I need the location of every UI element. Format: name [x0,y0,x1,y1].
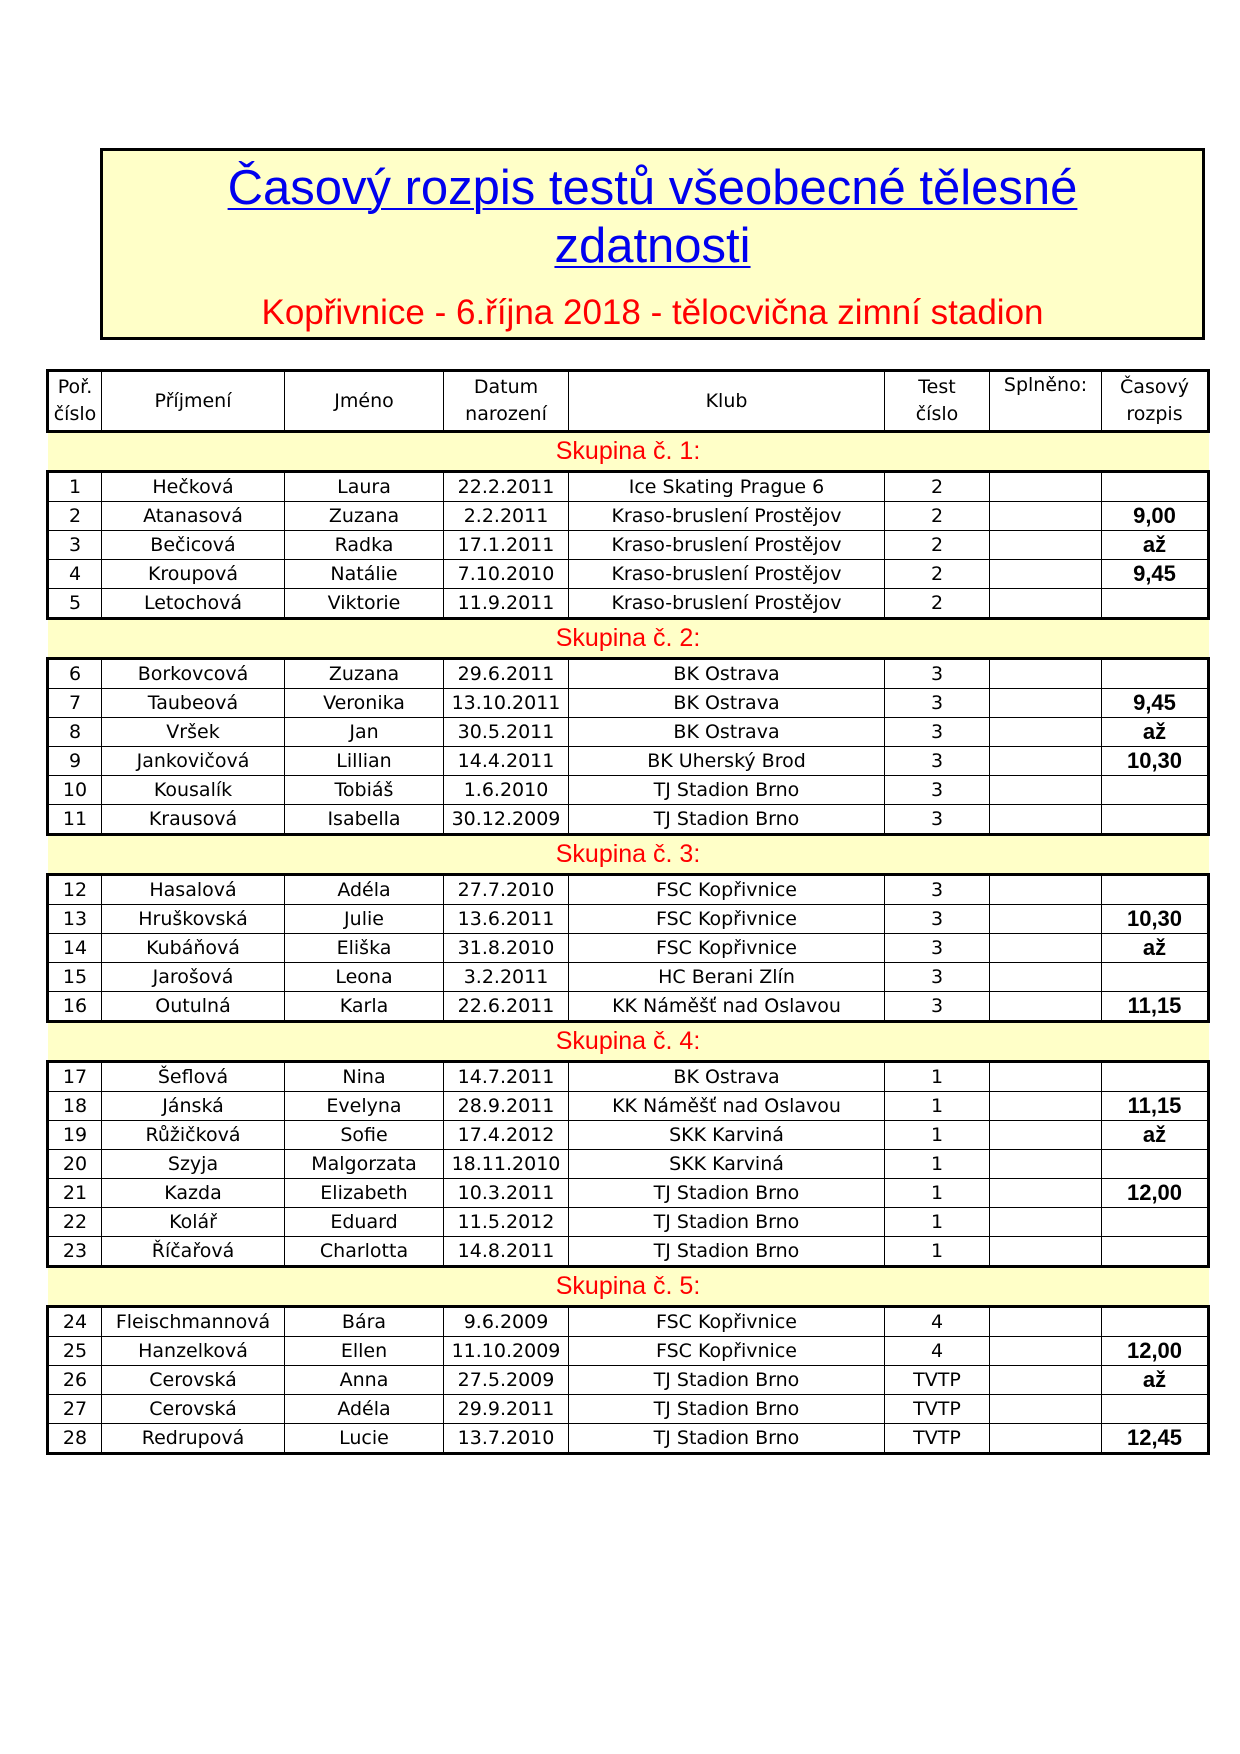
cell-surname: Jankovičová [102,747,285,776]
cell-passed [990,531,1102,560]
header-row [48,371,1209,432]
schedule-table [46,369,1210,1455]
cell-club: TJ Stadion Brno [569,805,885,835]
cell-birth-date: 14.7.2011 [444,1062,569,1092]
header-cell-passed [990,371,1102,432]
cell-birth-date: 27.7.2010 [444,875,569,905]
table-row [48,1121,1209,1150]
cell-surname: Hruškovská [102,905,285,934]
group-heading: Skupina č. 1: [48,432,1209,472]
cell-birth-date: 14.8.2011 [444,1237,569,1267]
cell-club: TJ Stadion Brno [569,1366,885,1395]
cell-schedule [1102,1237,1209,1267]
header-label: Příjmení [154,389,232,412]
cell-club: Ice Skating Prague 6 [569,472,885,502]
table-row [48,1366,1209,1395]
cell-first-name: Julie [285,905,444,934]
table-row [48,560,1209,589]
cell-first-name: Jan [285,718,444,747]
cell-order-number: 9 [48,747,102,776]
cell-first-name: Laura [285,472,444,502]
header-label: rozpis [1126,403,1183,425]
cell-birth-date: 31.8.2010 [444,934,569,963]
cell-passed [990,992,1102,1022]
cell-surname: Szyja [102,1150,285,1179]
table-row [48,1150,1209,1179]
cell-club: HC Berani Zlín [569,963,885,992]
cell-schedule [1102,776,1209,805]
cell-test-number: 4 [885,1307,990,1337]
cell-order-number: 11 [48,805,102,835]
table-row [48,531,1209,560]
cell-test-number: 3 [885,875,990,905]
cell-club: TJ Stadion Brno [569,1179,885,1208]
cell-passed [990,472,1102,502]
table-row [48,1424,1209,1454]
document-subtitle: Kopřivnice - 6.října 2018 - tělocvična zimní stadion [261,293,1044,332]
cell-schedule: až [1102,718,1209,747]
header-label: Splněno: [1003,374,1088,396]
cell-surname: Atanasová [102,502,285,531]
cell-test-number: 3 [885,905,990,934]
table-row [48,689,1209,718]
table-row [48,1092,1209,1121]
header-cell-first-name [285,371,444,432]
cell-test-number: 2 [885,589,990,619]
cell-birth-date: 27.5.2009 [444,1366,569,1395]
cell-schedule [1102,1395,1209,1424]
cell-order-number: 7 [48,689,102,718]
cell-surname: Outulná [102,992,285,1022]
cell-club: BK Ostrava [569,1062,885,1092]
cell-schedule: až [1102,1121,1209,1150]
cell-birth-date: 2.2.2011 [444,502,569,531]
cell-test-number: 2 [885,502,990,531]
cell-test-number: TVTP [885,1366,990,1395]
cell-birth-date: 7.10.2010 [444,560,569,589]
cell-schedule: 12,45 [1102,1424,1209,1454]
cell-surname: Říčařová [102,1237,285,1267]
cell-birth-date: 11.10.2009 [444,1337,569,1366]
table-row [48,718,1209,747]
cell-test-number: 4 [885,1337,990,1366]
cell-birth-date: 1.6.2010 [444,776,569,805]
cell-birth-date: 29.6.2011 [444,659,569,689]
cell-schedule [1102,805,1209,835]
cell-order-number: 8 [48,718,102,747]
group-heading-row [48,835,1209,875]
cell-birth-date: 9.6.2009 [444,1307,569,1337]
cell-passed [990,1150,1102,1179]
cell-schedule [1102,1062,1209,1092]
cell-first-name: Natálie [285,560,444,589]
cell-test-number: 1 [885,1208,990,1237]
group-heading: Skupina č. 4: [48,1022,1209,1062]
table-row [48,776,1209,805]
cell-club: BK Ostrava [569,659,885,689]
cell-club: Kraso-bruslení Prostějov [569,560,885,589]
cell-order-number: 18 [48,1092,102,1121]
header-label: Datum [473,376,539,398]
cell-schedule: až [1102,1366,1209,1395]
cell-passed [990,875,1102,905]
cell-surname: Jánská [102,1092,285,1121]
header-label: Poř. [57,376,93,398]
header-label: Test [918,376,956,398]
cell-passed [990,1366,1102,1395]
cell-birth-date: 22.2.2011 [444,472,569,502]
cell-schedule [1102,875,1209,905]
cell-surname: Hasalová [102,875,285,905]
cell-first-name: Evelyna [285,1092,444,1121]
cell-order-number: 5 [48,589,102,619]
cell-first-name: Isabella [285,805,444,835]
header-cell-club [569,371,885,432]
header-cell-test-number [885,371,990,432]
group-heading-row [48,1022,1209,1062]
schedule-body [48,371,1209,1454]
cell-first-name: Tobiáš [285,776,444,805]
cell-order-number: 17 [48,1062,102,1092]
cell-surname: Šeflová [102,1062,285,1092]
table-row [48,589,1209,619]
cell-surname: Kroupová [102,560,285,589]
cell-schedule [1102,659,1209,689]
cell-club: FSC Kopřivnice [569,875,885,905]
cell-passed [990,560,1102,589]
cell-first-name: Leona [285,963,444,992]
cell-order-number: 16 [48,992,102,1022]
cell-test-number: 3 [885,718,990,747]
cell-schedule: 9,45 [1102,560,1209,589]
cell-schedule: 9,00 [1102,502,1209,531]
cell-first-name: Ellen [285,1337,444,1366]
cell-surname: Kubáňová [102,934,285,963]
group-heading: Skupina č. 3: [48,835,1209,875]
group-heading: Skupina č. 2: [48,619,1209,659]
cell-surname: Hečková [102,472,285,502]
cell-test-number: 3 [885,776,990,805]
cell-club: TJ Stadion Brno [569,1424,885,1454]
table-row [48,992,1209,1022]
cell-first-name: Lillian [285,747,444,776]
table-row [48,659,1209,689]
cell-schedule: 9,45 [1102,689,1209,718]
cell-order-number: 6 [48,659,102,689]
cell-test-number: 3 [885,963,990,992]
cell-passed [990,589,1102,619]
cell-test-number: 3 [885,934,990,963]
header-label: narození [465,403,547,425]
cell-order-number: 20 [48,1150,102,1179]
cell-birth-date: 18.11.2010 [444,1150,569,1179]
cell-first-name: Nina [285,1062,444,1092]
cell-surname: Cerovská [102,1395,285,1424]
group-heading-row [48,1267,1209,1307]
cell-surname: Bečicová [102,531,285,560]
cell-order-number: 12 [48,875,102,905]
cell-order-number: 13 [48,905,102,934]
cell-first-name: Eliška [285,934,444,963]
header-label: číslo [915,403,959,425]
cell-passed [990,1179,1102,1208]
cell-test-number: 1 [885,1062,990,1092]
cell-club: BK Ostrava [569,689,885,718]
cell-surname: Hanzelková [102,1337,285,1366]
cell-schedule: až [1102,934,1209,963]
cell-order-number: 21 [48,1179,102,1208]
cell-order-number: 19 [48,1121,102,1150]
cell-test-number: 3 [885,992,990,1022]
cell-club: BK Ostrava [569,718,885,747]
cell-birth-date: 30.5.2011 [444,718,569,747]
table-row [48,1179,1209,1208]
header-label: Klub [705,389,748,412]
cell-test-number: TVTP [885,1395,990,1424]
cell-club: BK Uherský Brod [569,747,885,776]
cell-club: FSC Kopřivnice [569,1337,885,1366]
cell-passed [990,1337,1102,1366]
cell-passed [990,1307,1102,1337]
cell-birth-date: 28.9.2011 [444,1092,569,1121]
title-box [100,148,1205,340]
cell-first-name: Sofie [285,1121,444,1150]
header-label: Časový [1120,376,1189,398]
cell-order-number: 22 [48,1208,102,1237]
cell-passed [990,805,1102,835]
cell-surname: Fleischmannová [102,1307,285,1337]
cell-first-name: Lucie [285,1424,444,1454]
cell-passed [990,502,1102,531]
cell-test-number: 3 [885,805,990,835]
cell-test-number: 3 [885,689,990,718]
cell-order-number: 26 [48,1366,102,1395]
table-row [48,747,1209,776]
cell-test-number: 2 [885,531,990,560]
cell-passed [990,1424,1102,1454]
cell-surname: Vršek [102,718,285,747]
cell-first-name: Adéla [285,875,444,905]
cell-passed [990,747,1102,776]
cell-surname: Letochová [102,589,285,619]
cell-schedule: 11,15 [1102,1092,1209,1121]
cell-passed [990,1121,1102,1150]
cell-schedule [1102,1307,1209,1337]
cell-first-name: Veronika [285,689,444,718]
table-row [48,502,1209,531]
cell-surname: Kousalík [102,776,285,805]
cell-first-name: Eduard [285,1208,444,1237]
cell-surname: Taubeová [102,689,285,718]
table-row [48,1395,1209,1424]
cell-order-number: 28 [48,1424,102,1454]
header-label: číslo [53,403,97,425]
cell-schedule [1102,1208,1209,1237]
cell-club: KK Náměšť nad Oslavou [569,992,885,1022]
cell-order-number: 3 [48,531,102,560]
cell-surname: Jarošová [102,963,285,992]
cell-surname: Růžičková [102,1121,285,1150]
cell-order-number: 27 [48,1395,102,1424]
cell-first-name: Radka [285,531,444,560]
table-row [48,875,1209,905]
cell-passed [990,1395,1102,1424]
cell-birth-date: 30.12.2009 [444,805,569,835]
cell-first-name: Charlotta [285,1237,444,1267]
cell-order-number: 25 [48,1337,102,1366]
cell-first-name: Anna [285,1366,444,1395]
cell-passed [990,659,1102,689]
document-title-line-1[interactable]: Časový rozpis testů všeobecné tělesné [227,161,1078,215]
cell-schedule: 12,00 [1102,1337,1209,1366]
cell-schedule [1102,963,1209,992]
table-row [48,472,1209,502]
cell-test-number: 2 [885,472,990,502]
cell-test-number: 3 [885,659,990,689]
table-row [48,1337,1209,1366]
cell-test-number: 1 [885,1237,990,1267]
cell-birth-date: 10.3.2011 [444,1179,569,1208]
cell-test-number: 3 [885,747,990,776]
cell-birth-date: 17.4.2012 [444,1121,569,1150]
table-row [48,1062,1209,1092]
cell-first-name: Viktorie [285,589,444,619]
cell-club: FSC Kopřivnice [569,905,885,934]
cell-schedule [1102,472,1209,502]
cell-surname: Kolář [102,1208,285,1237]
cell-schedule [1102,589,1209,619]
cell-first-name: Zuzana [285,502,444,531]
cell-schedule: 11,15 [1102,992,1209,1022]
cell-club: TJ Stadion Brno [569,1208,885,1237]
cell-passed [990,776,1102,805]
cell-club: Kraso-bruslení Prostějov [569,502,885,531]
cell-test-number: 1 [885,1121,990,1150]
cell-surname: Borkovcová [102,659,285,689]
table-row [48,1208,1209,1237]
cell-order-number: 14 [48,934,102,963]
cell-birth-date: 11.9.2011 [444,589,569,619]
cell-test-number: 1 [885,1179,990,1208]
cell-test-number: 1 [885,1150,990,1179]
cell-birth-date: 29.9.2011 [444,1395,569,1424]
cell-schedule: až [1102,531,1209,560]
cell-schedule: 10,30 [1102,747,1209,776]
cell-test-number: TVTP [885,1424,990,1454]
cell-schedule [1102,1150,1209,1179]
header-label: Jméno [334,389,394,412]
cell-birth-date: 13.6.2011 [444,905,569,934]
cell-club: FSC Kopřivnice [569,1307,885,1337]
cell-test-number: 1 [885,1092,990,1121]
cell-club: SKK Karviná [569,1150,885,1179]
cell-club: TJ Stadion Brno [569,1237,885,1267]
cell-order-number: 15 [48,963,102,992]
group-heading: Skupina č. 5: [48,1267,1209,1307]
table-row [48,905,1209,934]
cell-passed [990,1092,1102,1121]
group-heading-row [48,619,1209,659]
header-cell-order-number [48,371,102,432]
cell-order-number: 23 [48,1237,102,1267]
cell-birth-date: 11.5.2012 [444,1208,569,1237]
cell-order-number: 24 [48,1307,102,1337]
cell-club: Kraso-bruslení Prostějov [569,589,885,619]
cell-club: KK Náměšť nad Oslavou [569,1092,885,1121]
cell-surname: Kazda [102,1179,285,1208]
cell-order-number: 10 [48,776,102,805]
cell-birth-date: 14.4.2011 [444,747,569,776]
cell-first-name: Karla [285,992,444,1022]
cell-surname: Redrupová [102,1424,285,1454]
cell-first-name: Elizabeth [285,1179,444,1208]
cell-passed [990,905,1102,934]
cell-club: TJ Stadion Brno [569,776,885,805]
cell-club: SKK Karviná [569,1121,885,1150]
group-heading-row [48,432,1209,472]
cell-birth-date: 3.2.2011 [444,963,569,992]
cell-birth-date: 22.6.2011 [444,992,569,1022]
cell-order-number: 4 [48,560,102,589]
cell-surname: Krausová [102,805,285,835]
table-row [48,963,1209,992]
header-cell-surname [102,371,285,432]
header-cell-schedule [1102,371,1209,432]
cell-first-name: Adéla [285,1395,444,1424]
cell-order-number: 1 [48,472,102,502]
cell-birth-date: 13.7.2010 [444,1424,569,1454]
cell-passed [990,934,1102,963]
table-row [48,805,1209,835]
cell-passed [990,963,1102,992]
cell-first-name: Zuzana [285,659,444,689]
cell-passed [990,718,1102,747]
cell-passed [990,1062,1102,1092]
table-row [48,1237,1209,1267]
cell-club: FSC Kopřivnice [569,934,885,963]
table-row [48,1307,1209,1337]
header-cell-birth-date [444,371,569,432]
cell-club: TJ Stadion Brno [569,1395,885,1424]
cell-passed [990,689,1102,718]
cell-passed [990,1208,1102,1237]
document-title-line-2[interactable]: zdatnosti [554,219,751,273]
cell-club: Kraso-bruslení Prostějov [569,531,885,560]
cell-test-number: 2 [885,560,990,589]
cell-schedule: 12,00 [1102,1179,1209,1208]
cell-passed [990,1237,1102,1267]
cell-order-number: 2 [48,502,102,531]
cell-surname: Cerovská [102,1366,285,1395]
cell-first-name: Malgorzata [285,1150,444,1179]
cell-birth-date: 17.1.2011 [444,531,569,560]
table-row [48,934,1209,963]
cell-schedule: 10,30 [1102,905,1209,934]
cell-first-name: Bára [285,1307,444,1337]
cell-birth-date: 13.10.2011 [444,689,569,718]
